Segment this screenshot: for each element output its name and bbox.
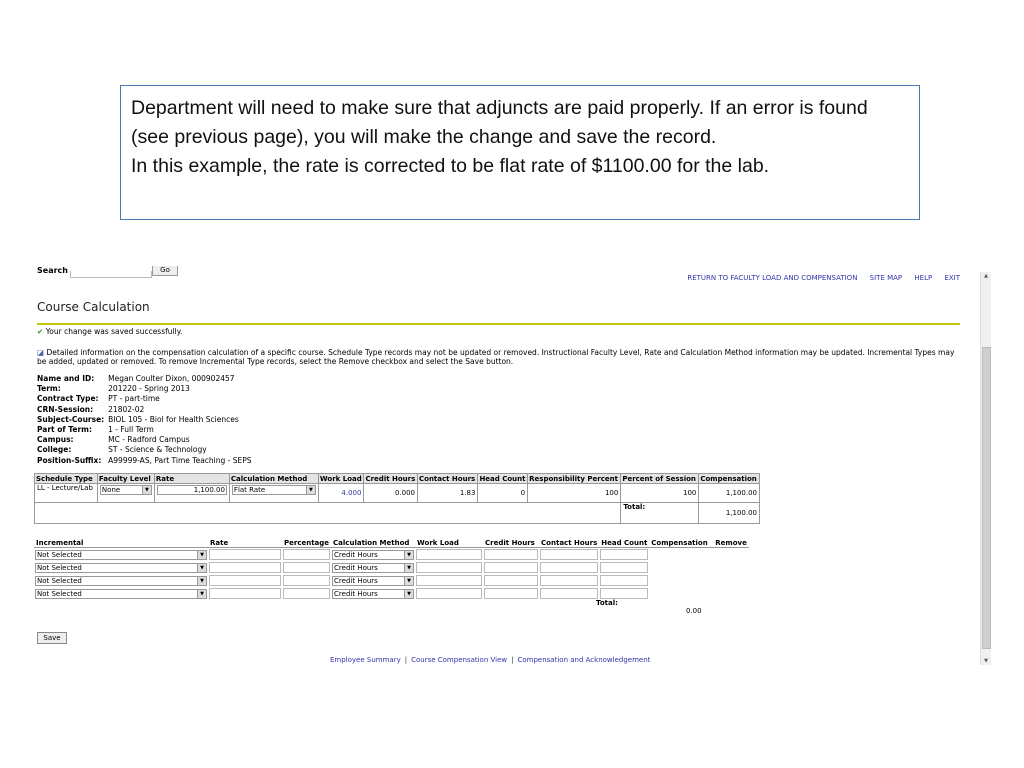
ident-key: Campus: [37, 435, 74, 445]
incremental-select[interactable] [35, 550, 207, 560]
incremental-select[interactable] [35, 576, 207, 586]
chevron-down-icon: ▼ [197, 551, 206, 559]
inc-credit-hours-input[interactable] [484, 562, 538, 573]
col-inc-head-count: Head Count [601, 538, 648, 547]
chevron-down-icon: ▼ [197, 577, 206, 585]
footer-separator: | [511, 656, 514, 664]
inc-head-count-input[interactable] [600, 588, 648, 599]
search-label: Search [37, 266, 68, 275]
ident-value: ST - Science & Technology [108, 445, 207, 455]
scroll-thumb[interactable] [982, 347, 991, 649]
faculty-level-cell [97, 484, 154, 503]
calc-data-row [35, 484, 760, 503]
calc-total-row [35, 503, 760, 524]
inc-calc-method-select[interactable] [332, 576, 414, 586]
col-incremental: Incremental [34, 538, 208, 548]
inc-head-count-input[interactable] [600, 549, 648, 560]
calc-total-value: 1,100.00 [699, 503, 760, 524]
inc-rate-input[interactable] [209, 562, 281, 573]
inc-rate-input[interactable] [209, 575, 281, 586]
top-links [677, 274, 960, 282]
incremental-value: Not Selected [37, 577, 82, 585]
col-credit-hours: Credit Hours [364, 474, 418, 484]
inc-rate-input[interactable] [209, 549, 281, 560]
rate-cell [154, 484, 229, 503]
help-link[interactable]: HELP [914, 274, 933, 282]
inc-calc-method-value: Credit Hours [334, 590, 378, 598]
incremental-value: Not Selected [37, 564, 82, 572]
inc-work-load-input[interactable] [416, 588, 482, 599]
inc-row [34, 574, 749, 587]
inc-credit-hours-input[interactable] [484, 588, 538, 599]
footer-links [330, 656, 650, 664]
inc-credit-hours-input[interactable] [484, 575, 538, 586]
info-text: Detailed information on the compensation calculation of a specific course. Schedule Type records may not be updated or removed. Instructional Faculty Level, Rate and Calculation Method information may be updated. Incremental Types may be added, updated or removed. To remove Incremental Type records, select the Remove checkbox and select the Save button. [37, 348, 955, 366]
chevron-down-icon: ▼ [197, 564, 206, 572]
ident-value: 21802-02 [108, 404, 145, 414]
col-inc-rate: Rate [208, 538, 282, 548]
inc-calc-method-select[interactable] [332, 563, 414, 573]
col-inc-contact-hours: Contact Hours [541, 538, 598, 547]
inc-contact-hours-input[interactable] [540, 588, 598, 599]
scroll-up-icon[interactable]: ▲ [984, 273, 988, 279]
inc-calc-method-value: Credit Hours [334, 564, 378, 572]
percent-of-session-cell: 100 [621, 484, 699, 503]
inc-row [34, 587, 749, 600]
ident-value: 201220 - Spring 2013 [108, 384, 190, 394]
col-remove: Remove [715, 538, 747, 547]
calc-method-value: Flat Rate [233, 486, 266, 494]
ident-key: Part of Term: [37, 425, 92, 435]
inc-head-count-input[interactable] [600, 562, 648, 573]
return-link[interactable]: RETURN TO FACULTY LOAD AND COMPENSATION [687, 274, 858, 282]
calc-total-spacer [35, 503, 621, 524]
course-compensation-view-link[interactable]: Course Compensation View [411, 656, 508, 664]
employee-summary-link[interactable]: Employee Summary [330, 656, 401, 664]
compensation-acknowledgement-link[interactable]: Compensation and Acknowledgement [517, 656, 651, 664]
incremental-table [34, 538, 749, 600]
inc-total-label: Total: [596, 599, 618, 607]
col-inc-work-load: Work Load [415, 538, 483, 548]
chevron-down-icon: ▼ [404, 564, 413, 572]
inc-contact-hours-input[interactable] [540, 562, 598, 573]
col-inc-compensation: Compensation [649, 538, 713, 548]
incremental-select[interactable] [35, 589, 207, 599]
exit-link[interactable]: EXIT [944, 274, 960, 282]
ident-key: Contract Type: [37, 394, 99, 404]
inc-percentage-input[interactable] [283, 562, 330, 573]
ident-key: College: [37, 445, 72, 455]
note-line-2: In this example, the rate is corrected to be flat rate of $1100.00 for the lab. [131, 155, 770, 177]
col-calc-method: Calculation Method [229, 474, 318, 484]
ident-value: 1 - Full Term [108, 425, 154, 435]
inc-head-count-input[interactable] [600, 575, 648, 586]
ident-value: A99999-AS, Part Time Teaching - SEPS [108, 455, 252, 465]
col-faculty-level: Faculty Level [97, 474, 154, 484]
success-text: Your change was saved successfully. [45, 327, 183, 336]
inc-contact-hours-input[interactable] [540, 549, 598, 560]
inc-contact-hours-input[interactable] [540, 575, 598, 586]
calc-method-select[interactable] [232, 485, 316, 495]
note-line-1: Department will need to make sure that adjuncts are paid properly. If an error is found (see previous page), you will make the change and save the record. [131, 97, 868, 148]
calculation-table [34, 473, 760, 524]
course-calculation-screenshot [30, 266, 992, 666]
ident-key: CRN-Session: [37, 404, 94, 414]
col-contact-hours: Contact Hours [418, 474, 478, 484]
info-message [37, 348, 957, 366]
inc-percentage-input[interactable] [283, 549, 330, 560]
col-percentage: Percentage [284, 538, 330, 547]
go-button[interactable]: Go [152, 266, 178, 276]
col-schedule-type: Schedule Type [35, 474, 98, 484]
inc-row [34, 561, 749, 574]
chevron-down-icon: ▼ [404, 590, 413, 598]
chevron-down-icon: ▼ [404, 577, 413, 585]
ident-value: BIOL 105 - Biol for Health Sciences [108, 414, 239, 424]
site-map-link[interactable]: SITE MAP [869, 274, 903, 282]
inc-calc-method-value: Credit Hours [334, 551, 378, 559]
ident-key: Subject-Course: [37, 414, 105, 424]
calc-header-row [35, 474, 760, 484]
ident-value: MC - Radford Campus [108, 435, 190, 445]
inc-credit-hours-input[interactable] [484, 549, 538, 560]
inc-percentage-input[interactable] [283, 575, 330, 586]
inc-work-load-input[interactable] [416, 562, 482, 573]
schedule-type-cell: LL - Lecture/Lab [35, 484, 98, 503]
incremental-value: Not Selected [37, 551, 82, 559]
instruction-note [120, 85, 920, 220]
chevron-down-icon: ▼ [404, 551, 413, 559]
faculty-level-value: None [101, 486, 121, 494]
inc-calc-method-select[interactable] [332, 550, 414, 560]
col-head-count: Head Count [478, 474, 528, 484]
responsibility-percent-cell: 100 [528, 484, 621, 503]
contact-hours-cell: 1.83 [418, 484, 478, 503]
col-rate: Rate [154, 474, 229, 484]
work-load-link[interactable]: 4.000 [318, 484, 364, 503]
chevron-down-icon: ▼ [197, 590, 206, 598]
col-responsibility-percent: Responsibility Percent [528, 474, 621, 484]
ident-key: Name and ID: [37, 374, 95, 383]
inc-row [34, 548, 749, 562]
ident-key: Term: [37, 384, 61, 394]
scroll-down-icon[interactable]: ▼ [984, 658, 988, 664]
incremental-select[interactable] [35, 563, 207, 573]
inc-calc-method-value: Credit Hours [334, 577, 378, 585]
checkmark-icon: ✔ [37, 327, 44, 336]
ident-value: PT - part-time [108, 394, 160, 404]
col-inc-calc-method: Calculation Method [331, 538, 415, 548]
inc-work-load-input[interactable] [416, 575, 482, 586]
inc-work-load-input[interactable] [416, 549, 482, 560]
footer-separator: | [404, 656, 408, 664]
rate-input[interactable]: 1,100.00 [157, 485, 227, 495]
search-input[interactable] [70, 271, 152, 278]
inc-rate-input[interactable] [209, 588, 281, 599]
identification-table [37, 374, 252, 466]
ident-value: Megan Coulter Dixon, 000902457 [108, 374, 235, 383]
calc-total-label: Total: [621, 503, 699, 524]
ident-key: Position-Suffix: [37, 455, 102, 465]
head-count-cell: 0 [478, 484, 528, 503]
inc-header-row [34, 538, 749, 548]
col-inc-credit-hours: Credit Hours [483, 538, 539, 548]
compensation-cell: 1,100.00 [699, 484, 760, 503]
inc-calc-method-select[interactable] [332, 589, 414, 599]
credit-hours-cell: 0.000 [364, 484, 418, 503]
info-icon: ◪ [37, 348, 45, 357]
inc-percentage-input[interactable] [283, 588, 330, 599]
incremental-value: Not Selected [37, 590, 82, 598]
col-compensation: Compensation [699, 474, 760, 484]
faculty-level-select[interactable] [100, 485, 152, 495]
chevron-down-icon: ▼ [306, 486, 315, 494]
title-divider [37, 323, 960, 325]
chevron-down-icon: ▼ [142, 486, 151, 494]
save-button[interactable]: Save [37, 632, 67, 644]
success-message [37, 327, 182, 336]
page-title: Course Calculation [37, 300, 150, 314]
vertical-scrollbar[interactable] [980, 272, 991, 665]
calc-method-cell [229, 484, 318, 503]
col-percent-of-session: Percent of Session [621, 474, 699, 484]
inc-total-value: 0.00 [686, 607, 702, 615]
col-work-load: Work Load [318, 474, 364, 484]
